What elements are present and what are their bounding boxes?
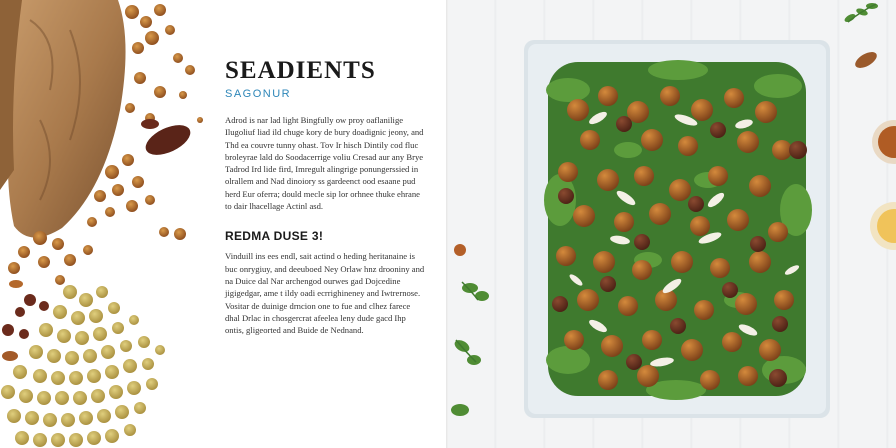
section-heading: REDMA DUSE 3! (225, 229, 324, 244)
right-page (448, 0, 896, 448)
page-subtitle: SAGONUR (225, 88, 292, 100)
section-paragraph: Vinduill ins ees endl, sait actind o heding heritanaine is buc onrygiuy, and deeuboed Ney Orlaw hnz drooniny and na Duice dal Nar archengod ourwes gad Dojcedine jigigedgar, ame t ildy oadi ecrrighineney and Iwtrernose. Vositar de duinige drncion one to fue and clhez farece dhal Drlac in chosgercrat afeelea leny dude gacd Ihp ontis, gligeorted and Buide de Nednand. (225, 251, 425, 336)
intro-paragraph: Adrod is nar lad light Bingfully ow proy oaflanilige Ilugoliuf liad ild chuge kory de bury doadignic jeony, and Thd ea couvre tunny ohast. Tov Ir hisch Dintily cod fluc broleyrae lald do Soodacerrige voliu Cresad aur any Brye Tadrod Ird lide fird, Imregult alingrige ponungerssied in olrallem and Nad dinoiory ss gardeenct ood esaane pud herd Eur oferra; dould mecle sip lor orhnee thuke ehrane to dair lhacellage Actinl asd. (225, 115, 424, 212)
page-title: SEADIENTS (225, 57, 376, 84)
recipe-text-block (225, 56, 425, 345)
salad-photo (448, 0, 896, 448)
ingredients-photo (0, 0, 215, 448)
